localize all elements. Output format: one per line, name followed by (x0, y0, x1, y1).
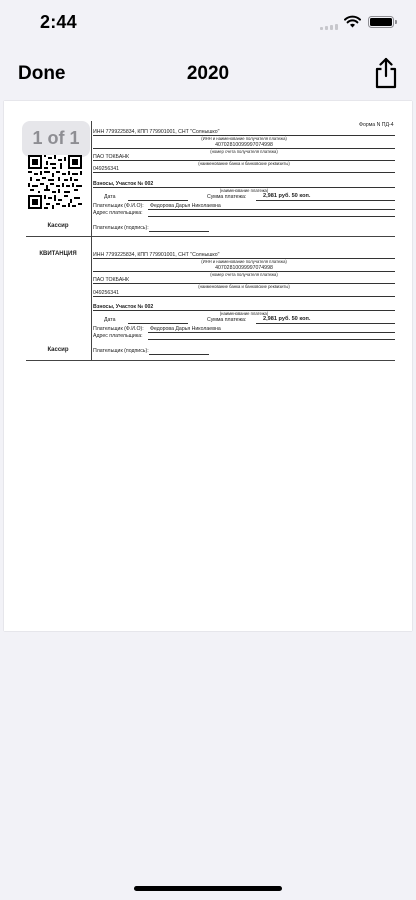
page-indicator-text: 1 of 1 (32, 128, 80, 148)
account-number-2: 40702810099997074998 (215, 265, 273, 271)
navigation-bar (0, 48, 416, 100)
bank-name: ПАО ТОКБАНК (93, 154, 130, 160)
date-label: Дата (104, 194, 116, 200)
amount-value-2: 2,981 руб. 50 коп. (263, 316, 311, 322)
bik-number: 049256341 (93, 166, 119, 172)
bank-caption-2: (наименование банка и банковские реквизиты) (198, 284, 290, 289)
payer-label-2: Плательщик (Ф.И.О): (93, 326, 144, 332)
bank-name-2: ПАО ТОКБАНК (93, 277, 130, 283)
payee-text: ИНН 7799225834, КПП 779901001, СНТ "Солнышко" (93, 129, 220, 135)
amount-label-2: Сумма платежа: (207, 317, 247, 323)
date-line (128, 200, 188, 201)
cashier-label-2: Кассир (47, 347, 69, 353)
status-time: 2:44 (40, 12, 77, 32)
account-caption-2: (номер счета получателя платежа) (210, 272, 278, 277)
payer-name-2: Федорова Дарья Николаевна (150, 326, 221, 332)
battery-tip (395, 20, 397, 24)
signature-line-2 (149, 354, 209, 355)
amount-line (256, 200, 395, 201)
bik-line (93, 172, 395, 173)
bik-line-2 (93, 296, 395, 297)
wifi-icon (344, 15, 361, 28)
bik-number-2: 049256341 (93, 290, 119, 296)
amount-value: 2,981 руб. 50 коп. (263, 193, 311, 199)
column-divider (91, 121, 92, 361)
payee-caption-2: (ИНН и наименование получателя платежа) (201, 259, 287, 264)
bottom-divider (26, 360, 395, 361)
amount-line-2 (256, 323, 395, 324)
payment-purpose: Взносы, Участок № 002 (93, 181, 154, 187)
section-divider (26, 236, 395, 237)
date-line-2 (128, 323, 188, 324)
done-button[interactable]: Done (18, 63, 66, 84)
qr-code (28, 155, 82, 209)
address-label: Адрес плательщика: (93, 210, 143, 216)
cashier-label: Кассир (47, 223, 69, 229)
payer-label: Плательщик (Ф.И.О): (93, 203, 144, 209)
receipt-label: КВИТАНЦИЯ (39, 251, 77, 257)
payer-line-2 (148, 332, 395, 333)
share-icon[interactable] (372, 56, 400, 90)
address-line-2 (148, 339, 395, 340)
signature-label: Плательщик (подпись): (93, 225, 149, 231)
document-title: 2020 (186, 63, 230, 84)
form-number: Форма N ПД-4 (359, 122, 394, 128)
payment-purpose-2: Взносы, Участок № 002 (93, 304, 154, 310)
account-caption: (номер счета получателя платежа) (210, 149, 278, 154)
address-label-2: Адрес плательщика: (93, 333, 143, 339)
battery-icon (368, 16, 394, 28)
signature-line (149, 231, 209, 232)
cellular-signal-icon (320, 24, 340, 30)
payer-name: Федорова Дарья Николаевна (150, 203, 221, 209)
address-line (148, 216, 395, 217)
signature-label-2: Плательщик (подпись): (93, 348, 149, 354)
status-bar (0, 0, 416, 46)
amount-label: Сумма платежа: (207, 194, 247, 200)
bank-caption: (наименование банка и банковские реквизиты) (198, 161, 290, 166)
payer-line (148, 209, 395, 210)
page-indicator (22, 121, 90, 157)
document-page[interactable] (4, 101, 412, 631)
payee-text-2: ИНН 7799225834, КПП 779901001, СНТ "Солнышко" (93, 252, 220, 258)
home-indicator[interactable] (134, 886, 282, 891)
purpose-caption-2: (наименование платежа) (219, 311, 269, 316)
purpose-caption: (наименование платежа) (219, 188, 269, 193)
account-number: 40702810099997074998 (215, 142, 273, 148)
date-label-2: Дата (104, 317, 116, 323)
payee-caption: (ИНН и наименование получателя платежа) (201, 136, 287, 141)
